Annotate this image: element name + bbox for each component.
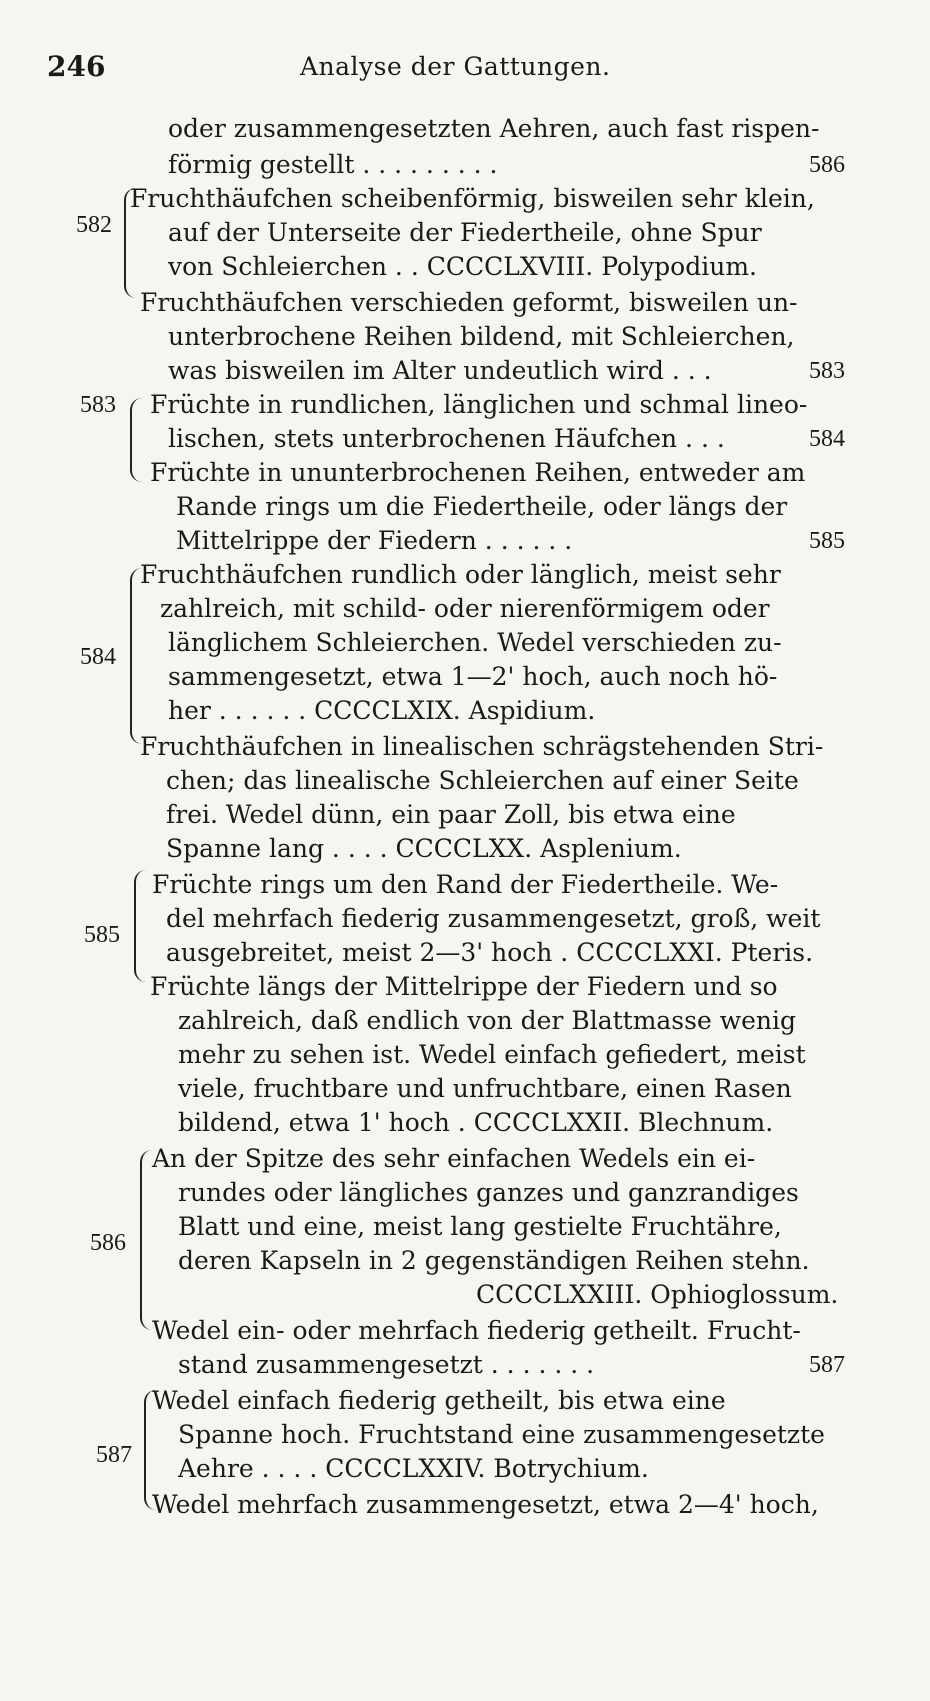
text-line [166, 936, 813, 970]
text-line-content: Mittelrippe der Fiedern . . . . . . [176, 526, 573, 555]
couplet-number-586: 586 [90, 1230, 126, 1256]
text-line-content: mehr zu sehen ist. Wedel einfach gefiedert, meist [178, 1040, 806, 1069]
text-line [476, 1278, 838, 1312]
text-line [166, 764, 799, 798]
lead-reference-number: 584 [809, 426, 845, 452]
text-line-content: Fruchthäufchen verschieden geformt, bisweilen un- [140, 288, 798, 317]
text-line [176, 490, 787, 524]
text-line-content: Wedel ein- oder mehrfach fiederig getheilt. Frucht- [152, 1316, 801, 1345]
page-header [0, 50, 930, 86]
text-line [152, 1488, 819, 1522]
text-line [168, 660, 777, 694]
text-line [178, 1244, 810, 1278]
text-line [178, 1210, 782, 1244]
text-line [178, 1038, 806, 1072]
text-line [178, 1106, 773, 1140]
text-line-content: ausgebreitet, meist 2—3' hoch . CCCCLXXI. Pteris. [166, 938, 814, 967]
text-line [178, 1418, 825, 1452]
text-line-content: Spanne lang . . . . CCCCLXX. Asplenium. [166, 834, 682, 863]
text-line [168, 250, 757, 284]
text-line [168, 216, 762, 250]
text-line [152, 1142, 755, 1176]
text-line [140, 730, 823, 764]
couplet-number-585: 585 [84, 922, 120, 948]
brace-583 [130, 398, 142, 482]
text-line [168, 148, 497, 182]
text-line [152, 1314, 801, 1348]
text-line-content: bildend, etwa 1' hoch . CCCCLXXII. Blechnum. [178, 1108, 774, 1137]
text-line-content: Rande rings um die Fiedertheile, oder längs der [176, 492, 788, 521]
brace-584 [130, 568, 142, 744]
text-line [150, 970, 778, 1004]
couplet-number-587: 587 [96, 1442, 132, 1468]
text-line-content: Fruchthäufchen rundlich oder länglich, meist sehr [140, 560, 781, 589]
text-line [168, 422, 725, 456]
text-line [152, 1384, 726, 1418]
text-line [178, 1004, 796, 1038]
text-line [168, 112, 819, 146]
text-line-content: was bisweilen im Alter undeutlich wird . . . [168, 356, 712, 385]
text-line-content: Früchte längs der Mittelrippe der Fiedern und so [150, 972, 778, 1001]
text-line-content: Wedel mehrfach zusammengesetzt, etwa 2—4' hoch, [152, 1490, 819, 1519]
text-line-content: Aehre . . . . CCCCLXXIV. Botrychium. [178, 1454, 649, 1483]
couplet-number-583: 583 [80, 392, 116, 418]
text-line [166, 798, 736, 832]
text-line-content: rundes oder längliches ganzes und ganzrandiges [178, 1178, 799, 1207]
couplet-number-582: 582 [76, 212, 112, 238]
lead-reference-number: 587 [809, 1352, 845, 1378]
text-line [168, 694, 595, 728]
couplet-number-584: 584 [80, 644, 116, 670]
text-line-content: förmig gestellt . . . . . . . . . [168, 150, 498, 179]
text-line [168, 626, 782, 660]
text-line-content: Blatt und eine, meist lang gestielte Fruchtähre, [178, 1212, 782, 1241]
text-line [140, 558, 781, 592]
lead-reference-number: 585 [809, 528, 845, 554]
text-line-content: zahlreich, mit schild- oder nierenförmigem oder [160, 594, 770, 623]
text-line-content: lischen, stets unterbrochenen Häufchen . . . [168, 424, 725, 453]
text-line [168, 320, 795, 354]
text-line [178, 1176, 799, 1210]
text-line [150, 456, 805, 490]
running-title: Analyse der Gattungen. [300, 52, 611, 81]
text-line-content: Früchte in rundlichen, länglichen und schmal lineo- [150, 390, 808, 419]
text-line-content: An der Spitze des sehr einfachen Wedels ein ei- [152, 1144, 756, 1173]
text-line [160, 592, 770, 626]
text-line-content: her . . . . . . CCCCLXIX. Aspidium. [168, 696, 596, 725]
text-line [152, 868, 778, 902]
lead-reference-number: 586 [809, 152, 845, 178]
text-line-content: auf der Unterseite der Fiedertheile, ohne Spur [168, 218, 762, 247]
text-line-content: stand zusammengesetzt . . . . . . . [178, 1350, 595, 1379]
text-line-content: sammengesetzt, etwa 1—2' hoch, auch noch hö- [168, 662, 778, 691]
text-line-content: deren Kapseln in 2 gegenständigen Reihen stehn. [178, 1246, 810, 1275]
text-line-content: länglichem Schleierchen. Wedel verschieden zu- [168, 628, 782, 657]
text-line-content: oder zusammengesetzten Aehren, auch fast rispen- [168, 114, 820, 143]
text-line [168, 354, 712, 388]
text-line-content: chen; das linealische Schleierchen auf einer Seite [166, 766, 799, 795]
page-number: 246 [47, 50, 106, 83]
text-line-content: viele, fruchtbare und unfruchtbare, einen Rasen [178, 1074, 792, 1103]
text-line [178, 1072, 792, 1106]
brace-585 [134, 870, 146, 982]
text-line [176, 524, 572, 558]
text-line [140, 286, 798, 320]
text-line-content: Fruchthäufchen scheibenförmig, bisweilen sehr klein, [130, 184, 815, 213]
text-line-content: von Schleierchen . . CCCCLXVIII. Polypodium. [168, 252, 757, 281]
text-line-content: Fruchthäufchen in linealischen schrägstehenden Stri- [140, 732, 824, 761]
text-line-content: frei. Wedel dünn, ein paar Zoll, bis etwa eine [166, 800, 736, 829]
text-line-content: CCCCLXXIII. Ophioglossum. [476, 1280, 839, 1309]
brace-586 [140, 1150, 152, 1330]
text-line [166, 832, 682, 866]
text-line-content: Früchte rings um den Rand der Fiedertheile. We- [152, 870, 779, 899]
text-line-content: del mehrfach fiederig zusammengesetzt, groß, weit [166, 904, 821, 933]
lead-reference-number: 583 [809, 358, 845, 384]
text-line-content: zahlreich, daß endlich von der Blattmasse wenig [178, 1006, 796, 1035]
text-line-content: unterbrochene Reihen bildend, mit Schleierchen, [168, 322, 795, 351]
text-line-content: Früchte in ununterbrochenen Reihen, entweder am [150, 458, 806, 487]
text-line [178, 1348, 594, 1382]
text-line [150, 388, 807, 422]
text-line [178, 1452, 649, 1486]
text-line [166, 902, 820, 936]
text-line-content: Wedel einfach fiederig getheilt, bis etwa eine [152, 1386, 726, 1415]
text-line-content: Spanne hoch. Fruchtstand eine zusammengesetzte [178, 1420, 825, 1449]
text-line [130, 182, 815, 216]
